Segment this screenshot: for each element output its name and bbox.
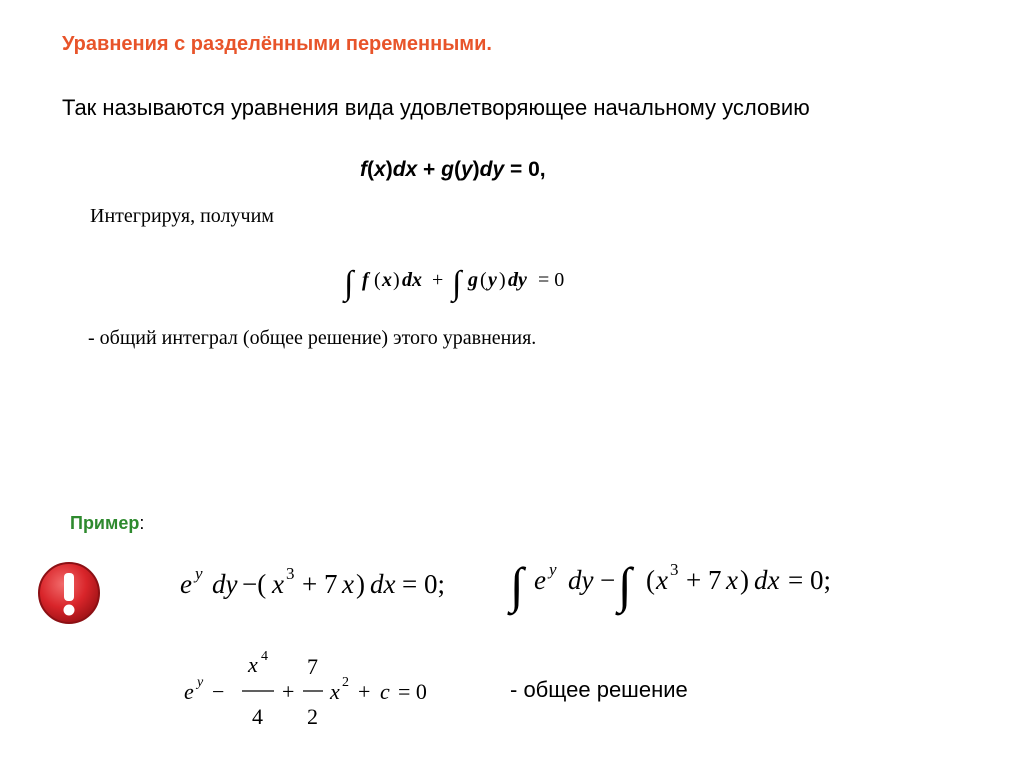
integral-sign: ∫ [452,265,462,302]
slide-title: Уравнения с разделёнными переменными. [62,33,492,55]
intro-text: Так называются уравнения вида удовлетворяющее начальному условию [62,95,810,120]
eq1-term: x [272,569,284,599]
sol-exp: y [197,675,204,690]
formula-part: ( [480,269,487,291]
sol-num: 7 [307,654,318,679]
formula-plus: + [432,269,444,291]
formula-part: ) [499,269,506,291]
formula-equals: = 0 [538,269,565,291]
sol-op: + [282,679,295,704]
example-label-text: Пример [70,513,140,533]
solution-formula [182,640,452,736]
integral-sign: ∫ [344,265,354,302]
integral-term-fx: f [362,269,369,291]
formula-part: x [382,269,392,291]
main-equation: f(x)dx + g(y)dy = 0, [360,158,546,181]
eq1-exp: 3 [286,564,295,583]
sol-term: e [184,679,194,704]
eq1-term: ) [356,569,365,599]
sol-term: x [330,679,340,704]
sol-op: + [358,679,371,704]
sol-den: 2 [307,704,318,729]
general-solution-text: - общее решение [510,677,688,702]
sol-exp: 4 [261,649,268,664]
eq2-exp: y [549,560,557,579]
formula-part: dy [508,269,527,291]
eq1-term: = 0; [402,569,445,599]
example-equations [178,548,878,620]
eq2-term: ( [646,565,655,595]
general-integral-text: - общий интеграл (общее решение) этого уравнения. [88,327,537,349]
eq1-term: + 7 [302,569,338,599]
eq2-term: e [534,565,546,595]
integral-sign: ∫ [618,557,632,613]
eq1-term: dy [212,569,238,599]
eq2-term: ) [740,565,749,595]
example-colon: : [139,513,145,533]
formula-part: ) [393,269,400,291]
formula-part: y [488,269,497,291]
eq2-term: dy [568,565,594,595]
sol-op: = 0 [398,679,427,704]
eq2-term: x [656,565,668,595]
eq1-exp: y [195,564,203,583]
formula-part: ( [374,269,381,291]
eq1-term: dx [370,569,396,599]
integral-term-gy: g [468,269,478,291]
eq1-term: −( [242,569,267,599]
sol-num: x [248,652,258,677]
eq2-term: dx [754,565,780,595]
integral-formula [340,258,610,308]
sol-exp: 2 [342,675,349,690]
exclamation-circle-icon [36,560,102,626]
eq2-term: + 7 [686,565,722,595]
integrating-text: Интегрируя, получим [90,205,274,227]
sol-op: − [212,679,225,704]
integral-sign: ∫ [510,557,524,613]
eq2-term: x [726,565,738,595]
eq2-exp: 3 [670,560,679,579]
eq2-term: − [600,565,616,595]
formula-part: dx [402,269,422,291]
eq1-term: e [180,569,192,599]
sol-den: 4 [252,704,263,729]
eq1-term: x [342,569,354,599]
eq2-term: = 0; [788,565,831,595]
sol-term: c [380,679,390,704]
example-label [70,513,144,534]
